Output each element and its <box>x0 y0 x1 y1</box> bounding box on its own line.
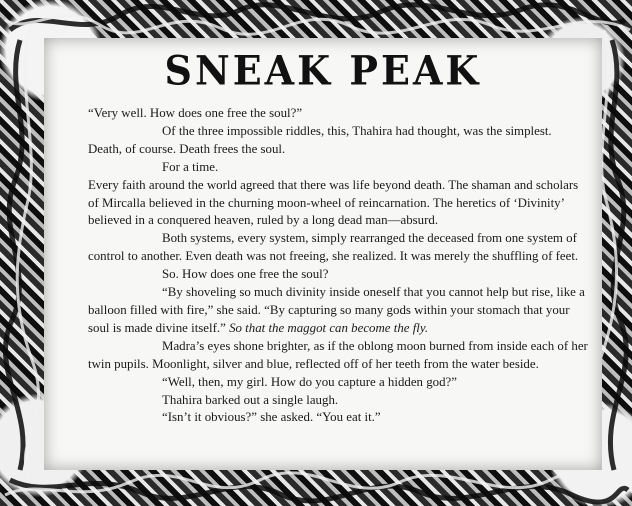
story-paragraph: “Very well. How does one free the soul?” <box>88 106 303 120</box>
story-paragraph: So. How does one free the soul? <box>162 267 329 282</box>
story-paragraph: Every faith around the world agreed that there was life beyond death. The shaman and scholars of Mircalla believed in the churning moon-wheel of reincarnation. The heretics of ‘Divinity’ believed in a conquered heaven, ruled by a long dead man—absurd. <box>88 177 579 228</box>
story-paragraph: For a time. <box>162 159 219 174</box>
page-title: SNEAK PEAK <box>164 46 482 95</box>
story-paragraph: Both systems, every system, simply rearranged the deceased from one system of control to another. Even death was not freeing, she realized. It was merely the shuffling of feet. <box>88 231 579 264</box>
story-paragraph: Thahira barked out a single laugh. <box>162 392 339 407</box>
story-paragraph: “By shoveling so much divinity inside oneself that you cannot help but rise, like a balloon filled with fire,” she said. “By capturing so many gods within your stomach that your soul is made divine itself.” So that the maggot can become the fly. <box>88 285 585 335</box>
story-paragraph: Madra’s eyes shone brighter, as if the oblong moon burned from inside each of her twin pupils. Moonlight, silver and blue, reflected off of her teeth from the water beside. <box>88 338 588 371</box>
story-text <box>88 105 588 427</box>
story-paragraph: Of the three impossible riddles, this, Thahira had thought, was the simplest. Death, of course. Death frees the soul. <box>88 123 552 156</box>
story-paragraph: “Isn’t it obvious?” she asked. “You eat it.” <box>162 410 381 425</box>
story-paragraph: “Well, then, my girl. How do you capture a hidden god?” <box>162 374 458 389</box>
content-page <box>44 38 602 470</box>
